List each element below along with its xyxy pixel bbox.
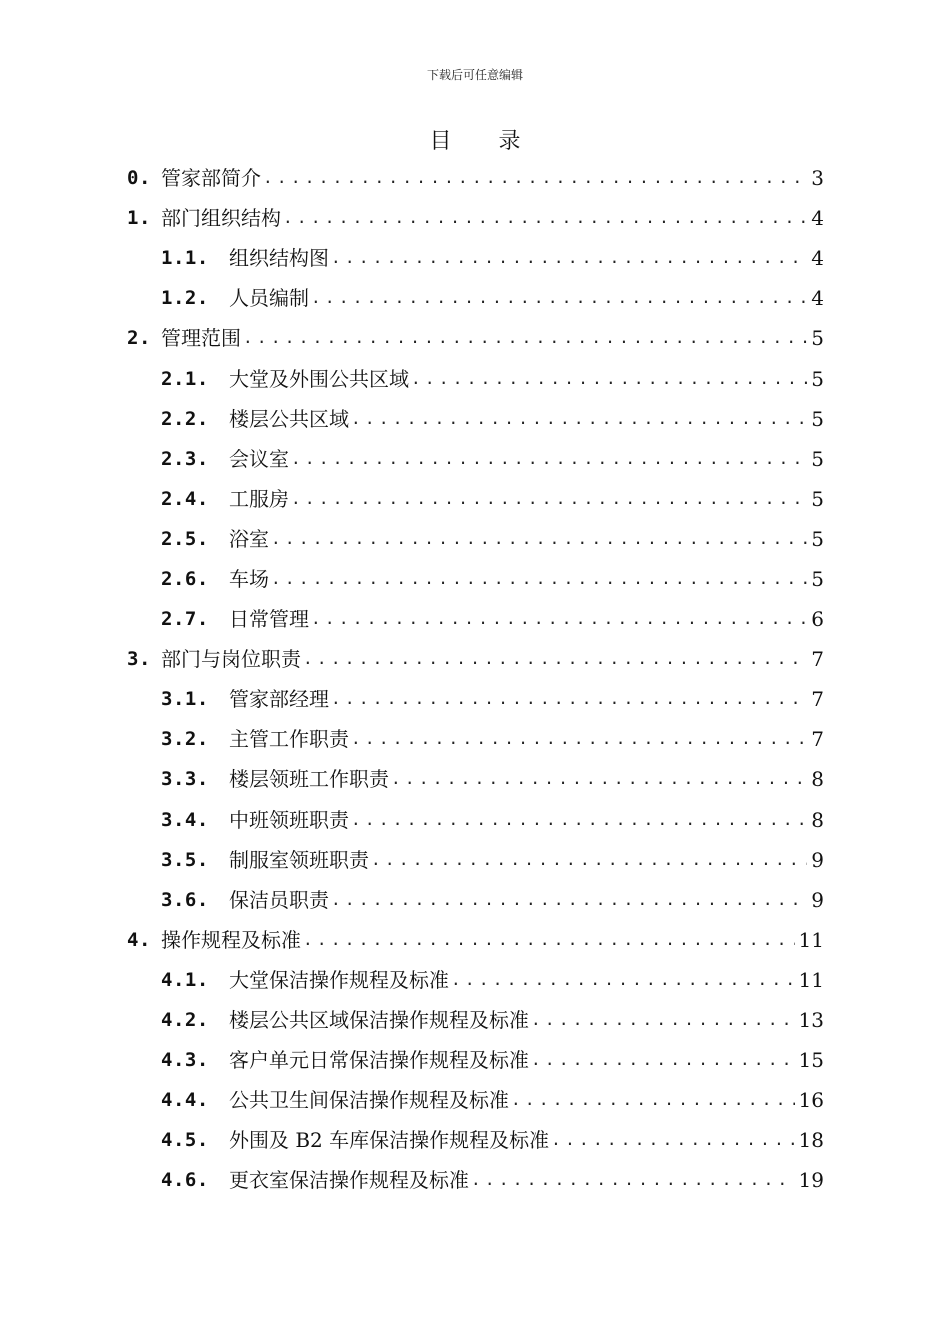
toc-entry[interactable] xyxy=(127,639,824,679)
toc-entry[interactable] xyxy=(127,1160,824,1200)
toc-entry-page: 8 xyxy=(811,767,824,792)
toc-entry-label: 主管工作职责 xyxy=(229,727,349,752)
toc-entry-label: 人员编制 xyxy=(229,286,309,311)
toc-entry[interactable] xyxy=(127,679,824,719)
dot-leader xyxy=(351,399,807,439)
dot-leader xyxy=(311,278,807,318)
toc-entry-number: 0. xyxy=(127,167,151,190)
toc-entry-page: 9 xyxy=(811,887,824,912)
toc-entry-number: 4.4. xyxy=(161,1089,209,1112)
dot-leader xyxy=(411,359,807,399)
toc-entry[interactable] xyxy=(127,1000,824,1040)
dot-leader xyxy=(331,880,807,920)
toc-entry[interactable] xyxy=(127,198,824,238)
toc-entry-page: 4 xyxy=(811,206,824,231)
toc-entry-page: 7 xyxy=(811,727,824,752)
toc-entry-page: 5 xyxy=(811,446,824,471)
toc-entry[interactable] xyxy=(127,920,824,960)
toc-entry-label: 中班领班职责 xyxy=(229,807,349,832)
toc-entry-label: 管理范围 xyxy=(161,326,241,351)
toc-entry-label: 楼层公共区域保洁操作规程及标准 xyxy=(229,1008,529,1033)
toc-entry-label: 保洁员职责 xyxy=(229,887,329,912)
toc-entry-label: 外围及 B2 车库保洁操作规程及标准 xyxy=(229,1128,550,1153)
toc-entry[interactable] xyxy=(127,318,824,358)
toc-entry[interactable] xyxy=(127,1080,824,1120)
toc-entry-number: 2.5. xyxy=(161,527,209,550)
toc-entry-page: 7 xyxy=(811,687,824,712)
toc-entry-number: 3.5. xyxy=(161,848,209,871)
toc-entry-label: 日常管理 xyxy=(229,607,309,632)
toc-entry-label: 制服室领班职责 xyxy=(229,847,369,872)
toc-entry-page: 5 xyxy=(811,486,824,511)
toc-entry-label: 部门与岗位职责 xyxy=(161,647,301,672)
toc-entry-page: 3 xyxy=(811,166,824,191)
toc-title: 目 录 xyxy=(429,129,541,154)
header-note: 下载后可任意编辑 xyxy=(426,68,523,82)
toc-entry-number: 3.1. xyxy=(161,688,209,711)
toc-entry-number: 2.3. xyxy=(161,447,209,470)
toc-entry[interactable] xyxy=(127,759,824,799)
toc-entry-number: 3.4. xyxy=(161,808,209,831)
toc-entry-page: 18 xyxy=(798,1128,824,1153)
dot-leader xyxy=(351,719,807,759)
toc-entry-label: 公共卫生间保洁操作规程及标准 xyxy=(229,1088,509,1113)
toc-entry-number: 4. xyxy=(127,928,151,951)
toc-entry-page: 4 xyxy=(811,286,824,311)
toc-entry-number: 4.1. xyxy=(161,968,209,991)
toc-entry-number: 2.2. xyxy=(161,407,209,430)
toc-entry-number: 4.6. xyxy=(161,1169,209,1192)
dot-leader xyxy=(471,1160,795,1200)
toc-entry-label: 管家部简介 xyxy=(161,166,261,191)
toc-entry-number: 3.3. xyxy=(161,768,209,791)
toc-entry[interactable] xyxy=(127,1040,824,1080)
toc-entry-label: 楼层公共区域 xyxy=(229,406,349,431)
toc-entry-label: 工服房 xyxy=(229,486,289,511)
toc-entry-number: 2.6. xyxy=(161,567,209,590)
toc-entry-number: 2.4. xyxy=(161,487,209,510)
toc-entry-label: 操作规程及标准 xyxy=(161,927,301,952)
toc-entry-number: 1. xyxy=(127,207,151,230)
toc-entry[interactable] xyxy=(127,358,824,398)
dot-leader xyxy=(271,519,807,559)
toc-entry-page: 5 xyxy=(811,366,824,391)
dot-leader xyxy=(263,158,807,198)
toc-entry[interactable] xyxy=(127,880,824,920)
dot-leader xyxy=(291,479,807,519)
toc-entry[interactable] xyxy=(127,238,824,278)
toc-entry-page: 9 xyxy=(811,847,824,872)
toc-entry[interactable] xyxy=(127,158,824,198)
toc-entry[interactable] xyxy=(127,479,824,519)
toc-entry-label: 会议室 xyxy=(229,446,289,471)
dot-leader xyxy=(331,238,807,278)
toc-entry-page: 16 xyxy=(798,1088,824,1113)
dot-leader xyxy=(371,840,807,880)
toc-entry-page: 5 xyxy=(811,406,824,431)
dot-leader xyxy=(531,1000,795,1040)
dot-leader xyxy=(351,800,807,840)
toc-entry[interactable] xyxy=(127,599,824,639)
toc-entry-number: 1.1. xyxy=(161,247,209,270)
dot-leader xyxy=(243,318,807,358)
dot-leader xyxy=(303,920,795,960)
toc-entry-label: 客户单元日常保洁操作规程及标准 xyxy=(229,1048,529,1073)
toc-entry[interactable] xyxy=(127,800,824,840)
toc-entry-number: 2.7. xyxy=(161,608,209,631)
dot-leader xyxy=(511,1080,795,1120)
toc-entry-number: 2. xyxy=(127,327,151,350)
toc-entry[interactable] xyxy=(127,519,824,559)
toc-entry[interactable] xyxy=(127,960,824,1000)
toc-entry[interactable] xyxy=(127,840,824,880)
dot-leader xyxy=(283,198,807,238)
dot-leader xyxy=(331,679,807,719)
toc-entry-page: 15 xyxy=(798,1048,824,1073)
toc-entry-page: 13 xyxy=(798,1008,824,1033)
toc-entry-page: 8 xyxy=(811,807,824,832)
toc-entry-page: 5 xyxy=(811,326,824,351)
toc-entry-label: 管家部经理 xyxy=(229,687,329,712)
toc-entry-page: 11 xyxy=(798,967,824,992)
dot-leader xyxy=(303,639,807,679)
toc-entry-label: 部门组织结构 xyxy=(161,206,281,231)
toc-entry-number: 3.2. xyxy=(161,728,209,751)
toc-entry-page: 19 xyxy=(798,1168,824,1193)
toc-entry-number: 1.2. xyxy=(161,287,209,310)
toc-entry-number: 2.1. xyxy=(161,367,209,390)
toc-entry-page: 4 xyxy=(811,246,824,271)
toc-entry[interactable] xyxy=(127,559,824,599)
toc-entry-label: 大堂及外围公共区域 xyxy=(229,366,409,391)
dot-leader xyxy=(551,1120,794,1160)
toc-entry-page: 5 xyxy=(811,526,824,551)
toc-entry[interactable] xyxy=(127,719,824,759)
dot-leader xyxy=(531,1040,795,1080)
toc-entry-number: 4.3. xyxy=(161,1049,209,1072)
toc-entry-number: 4.2. xyxy=(161,1009,209,1032)
toc-entry-page: 7 xyxy=(811,647,824,672)
toc-entry[interactable] xyxy=(127,278,824,318)
toc-entry-label: 楼层领班工作职责 xyxy=(229,767,389,792)
toc-entry-label: 浴室 xyxy=(229,526,269,551)
toc-entry-number: 4.5. xyxy=(161,1129,209,1152)
toc-entry-label: 大堂保洁操作规程及标准 xyxy=(229,967,449,992)
dot-leader xyxy=(451,960,795,1000)
dot-leader xyxy=(311,599,807,639)
toc-entry-label: 车场 xyxy=(229,566,269,591)
toc-entry[interactable] xyxy=(127,1120,824,1160)
toc-entry-label: 更衣室保洁操作规程及标准 xyxy=(229,1168,469,1193)
toc-entry[interactable] xyxy=(127,399,824,439)
toc-entry[interactable] xyxy=(127,439,824,479)
dot-leader xyxy=(271,559,807,599)
toc-entry-number: 3.6. xyxy=(161,888,209,911)
toc-entry-page: 11 xyxy=(798,927,824,952)
dot-leader xyxy=(291,439,807,479)
toc-entry-page: 5 xyxy=(811,566,824,591)
toc-entry-page: 6 xyxy=(811,607,824,632)
dot-leader xyxy=(391,759,807,799)
table-of-contents xyxy=(127,158,824,1200)
toc-entry-label: 组织结构图 xyxy=(229,246,329,271)
toc-entry-number: 3. xyxy=(127,648,151,671)
